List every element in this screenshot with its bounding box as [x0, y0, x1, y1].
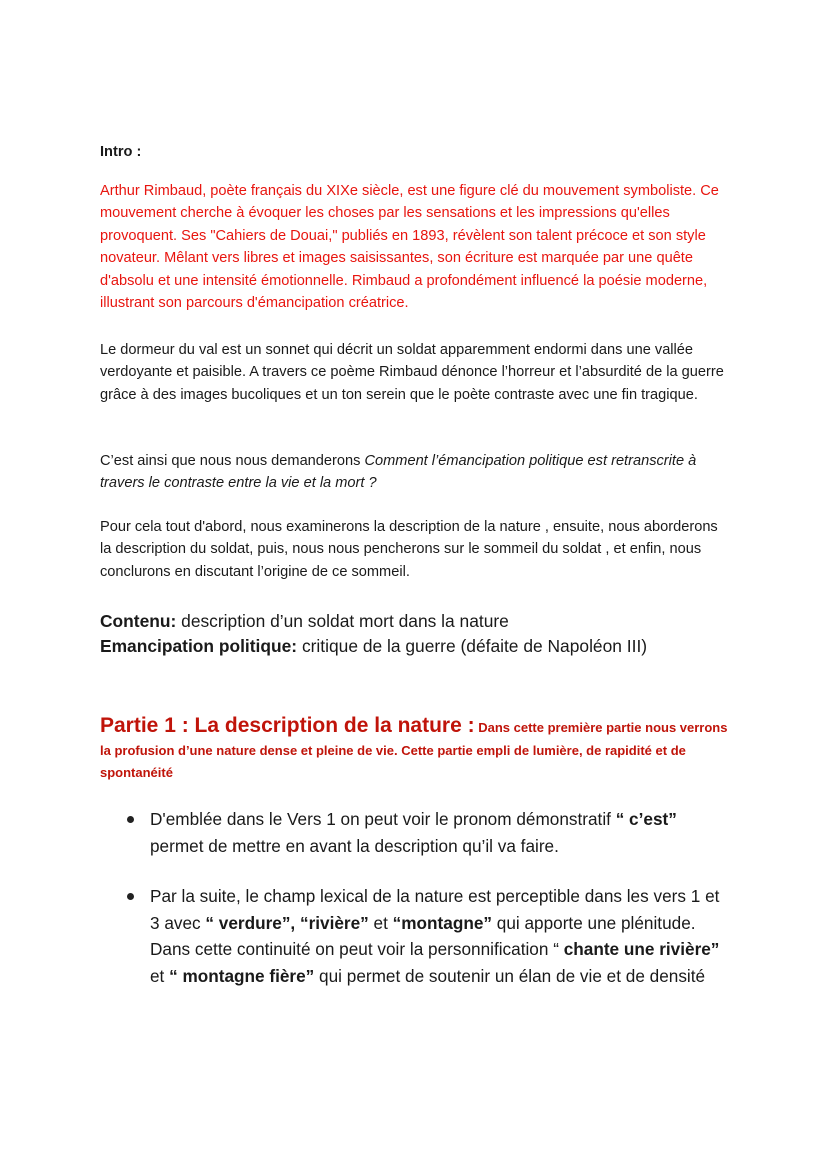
question-italic: Comment l’émancipation politique est retranscrite à travers le contraste entre la vie et la mort ?	[100, 453, 697, 492]
contenu-text: description d’un soldat mort dans la nature	[176, 611, 509, 631]
plan-paragraph: Pour cela tout d'abord, nous examinerons la description de la nature , ensuite, nous aborderons la description du soldat, puis, nous nous pencherons sur le sommeil du soldat , et enfin, nous conclurons en discutant l’origine de ce sommeil.	[100, 519, 718, 580]
dormeur-paragraph: Le dormeur du val est un sonnet qui décrit un soldat apparemment endormi dans une vallée verdoyante et paisible. A travers ce poème Rimbaud dénonce l’horreur et l’absurdité de la guerre grâce à des images bucoliques et un ton serein que le poète contraste avec une fin tragique.	[100, 342, 724, 403]
intro-heading: Intro :	[100, 144, 142, 160]
partie1-title: Partie 1 : La description de la nature :	[100, 714, 475, 737]
analysis-bullet-list	[120, 806, 720, 1013]
question-lead: C’est ainsi que nous nous demanderons	[100, 453, 365, 469]
bullet-dot-icon	[127, 816, 134, 823]
emancipation-line	[100, 634, 732, 659]
emancipation-label: Emancipation politique:	[100, 636, 298, 656]
contenu-line	[100, 609, 732, 634]
intro-paragraph: Arthur Rimbaud, poète français du XIXe siècle, est une figure clé du mouvement symboliste. Ce mouvement cherche à évoquer les choses par les sensations et les impressions qu'elles provoquent. Ses "Cahiers de Douai," publiés en 1893, révèlent son talent précoce et son style novateur. Mêlant vers libres et images saisissantes, son écriture est marquée par une quête d'absolu et une intensité émotionnelle. Rimbaud a profondément influencé la poésie moderne, illustrant son parcours d'émancipation créatrice.	[100, 183, 719, 312]
problematique-paragraph	[100, 450, 732, 495]
bullet-item: D'emblée dans le Vers 1 on peut voir le pronom démonstratif “ c’est” permet de mettre en avant la description qu’il va faire.	[120, 806, 720, 859]
partie1-subtitle: Dans cette première partie nous verrons la profusion d’une nature dense et pleine de vie. Cette partie empli de lumière, de rapidité et de spontanéité	[100, 720, 728, 780]
partie1-heading	[100, 712, 740, 783]
bullet-item: Par la suite, le champ lexical de la nature est perceptible dans les vers 1 et 3 avec “ verdure”, “rivière” et “montagne” qui apporte une plénitude. Dans cette continuité on peut voir la personnification “ chante une rivière” et “ montagne fière” qui permet de soutenir un élan de vie et de densité	[120, 883, 720, 989]
bullet-dot-icon	[127, 893, 134, 900]
emancipation-text: critique de la guerre (défaite de Napoléon III)	[297, 636, 648, 656]
contenu-label: Contenu:	[100, 611, 177, 631]
